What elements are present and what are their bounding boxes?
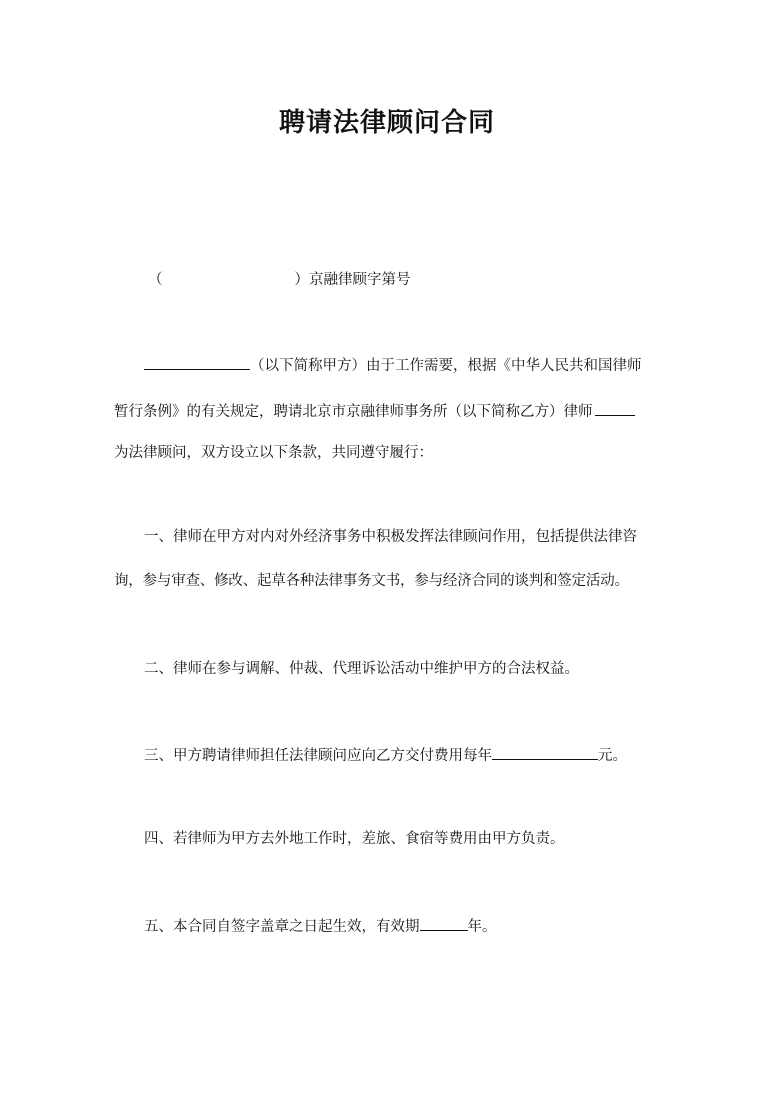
clause-3 (144, 744, 660, 766)
reference-number-line (148, 270, 694, 290)
validity-years-blank (420, 915, 468, 931)
document-title: 聘请法律顾问合同 (278, 108, 495, 138)
clause-1-line-2: 询，参与审查、修改、起草各种法律事务文书，参与经济合同的谈判和签定活动。 (114, 573, 629, 589)
clause-5-text: 五、本合同自签字盖章之日起生效，有效期 (144, 919, 420, 935)
clause-3-unit: 元。 (598, 748, 627, 764)
intro-line-3: 为法律顾问，双方设立以下条款，共同遵守履行： (114, 445, 433, 461)
clause-1-line-1: 一、律师在甲方对内对外经济事务中积极发挥法律顾问作用，包括提供法律咨 (144, 529, 637, 545)
reference-open-paren: （ (148, 272, 163, 288)
clause-3-text: 三、甲方聘请律师担任法律顾问应向乙方交付费用每年 (144, 748, 492, 764)
reference-suffix: ）京融律顾字第号 (294, 272, 411, 288)
clause-5-unit: 年。 (467, 919, 497, 935)
lawyer-name-blank (595, 400, 635, 416)
intro-line-1-text: （以下简称甲方）由于工作需要，根据《中华人民共和国律师 (250, 358, 642, 374)
clause-4: 四、若律师为甲方去外地工作时，差旅、食宿等费用由甲方负责。 (144, 831, 565, 847)
clause-2: 二、律师在参与调解、仲裁、代理诉讼活动中维护甲方的合法权益。 (144, 661, 579, 677)
intro-line-2-text: 暂行条例》的有关规定，聘请北京市京融律师事务所（以下简称乙方）律师 (114, 404, 593, 420)
clause-5 (144, 915, 660, 937)
annual-fee-blank (492, 744, 598, 760)
party-a-name-blank (144, 354, 250, 370)
intro-line-1 (144, 354, 660, 376)
intro-line-2 (114, 400, 660, 422)
